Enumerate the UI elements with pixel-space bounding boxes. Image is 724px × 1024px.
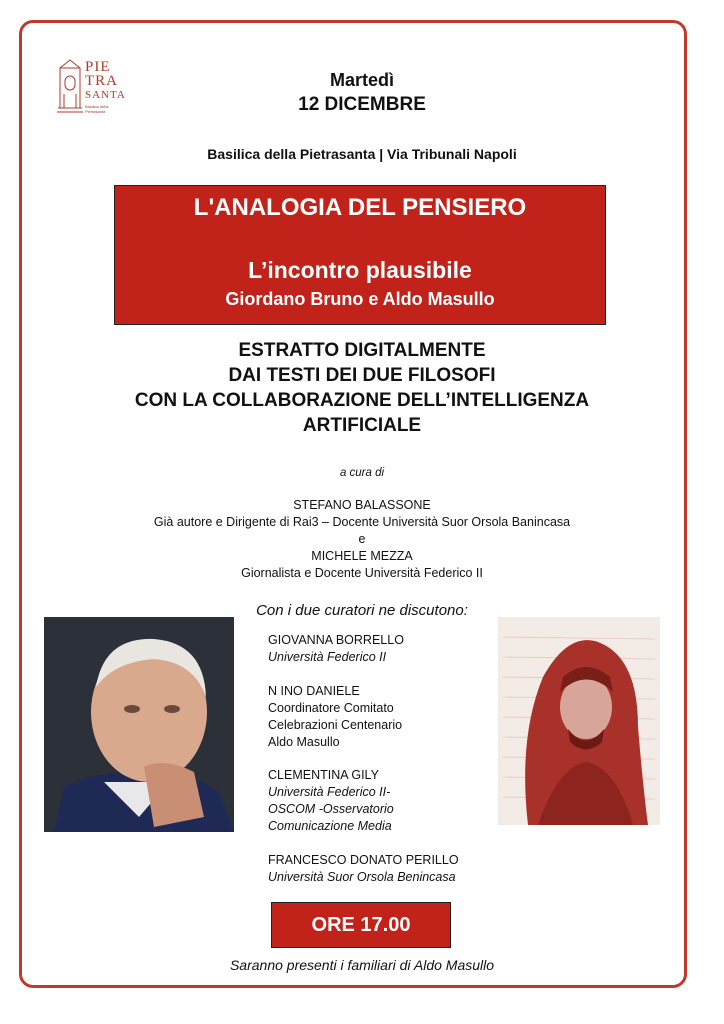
speaker-affiliation: OSCOM -Osservatorio	[268, 802, 394, 816]
logo-line-2: TRA	[85, 73, 118, 89]
speaker-role-line: Aldo Masullo	[268, 735, 340, 749]
curator-role-2: Giornalista e Docente Università Federico II	[241, 566, 483, 580]
speaker-affiliation: Comunicazione Media	[268, 819, 392, 833]
banner-names: Giordano Bruno e Aldo Masullo	[225, 289, 495, 309]
speaker-name: GIOVANNA BORRELLO	[268, 633, 404, 647]
curators-intro: a cura di	[339, 467, 385, 479]
discussion-heading: Con i due curatori ne discutono:	[256, 602, 468, 619]
extract-line-3: CON LA COLLABORAZIONE DELL’INTELLIGENZA	[134, 390, 590, 411]
speaker-affiliation: Università Federico II-	[268, 785, 391, 799]
speaker-item	[268, 767, 394, 835]
logo-subtitle: Basilica della Pietrasanta	[85, 104, 109, 114]
speaker-affiliation: Università Federico II	[268, 650, 387, 664]
curator-name-1: STEFANO BALASSONE	[293, 498, 431, 512]
giordano-bruno-portrait	[498, 617, 660, 825]
speaker-name: CLEMENTINA GILY	[268, 768, 379, 782]
logo-line-3: SANTA	[85, 89, 126, 101]
speaker-affiliation: Università Suor Orsola Benincasa	[268, 870, 456, 884]
aldo-masullo-photo	[44, 617, 234, 832]
curators-conjunction: e	[358, 532, 366, 546]
banner-subtitle: L’incontro plausibile	[248, 257, 472, 283]
extract-line-4: ARTIFICIALE	[302, 415, 422, 436]
curator-role-1: Già autore e Dirigente di Rai3 – Docente Università Suor Orsola Banincasa	[153, 515, 571, 529]
event-time-box: ORE 17.00	[271, 902, 451, 948]
speaker-role-line: Celebrazioni Centenario	[268, 718, 403, 732]
logo-line-1: PIE	[85, 59, 111, 75]
speaker-role-line: Coordinatore Comitato	[268, 701, 394, 715]
footer-note: Saranno presenti i familiari di Aldo Masullo	[229, 957, 495, 973]
extract-line-2: DAI TESTI DEI DUE FILOSOFI	[228, 365, 496, 386]
speaker-name: FRANCESCO DONATO PERILLO	[268, 853, 459, 867]
curator-name-2: MICHELE MEZZA	[311, 549, 413, 563]
extract-line-1: ESTRATTO DIGITALMENTE	[238, 340, 486, 361]
title-banner	[114, 185, 606, 325]
banner-title: L'ANALOGIA DEL PENSIERO	[193, 194, 527, 221]
speaker-item	[268, 852, 459, 886]
event-date: 12 DICEMBRE	[298, 94, 426, 115]
speaker-item	[268, 632, 404, 666]
event-weekday: Martedì	[329, 70, 394, 90]
event-venue: Basilica della Pietrasanta | Via Tribunali Napoli	[207, 146, 517, 162]
speaker-name: N INO DANIELE	[268, 684, 360, 698]
speaker-item	[268, 683, 402, 751]
